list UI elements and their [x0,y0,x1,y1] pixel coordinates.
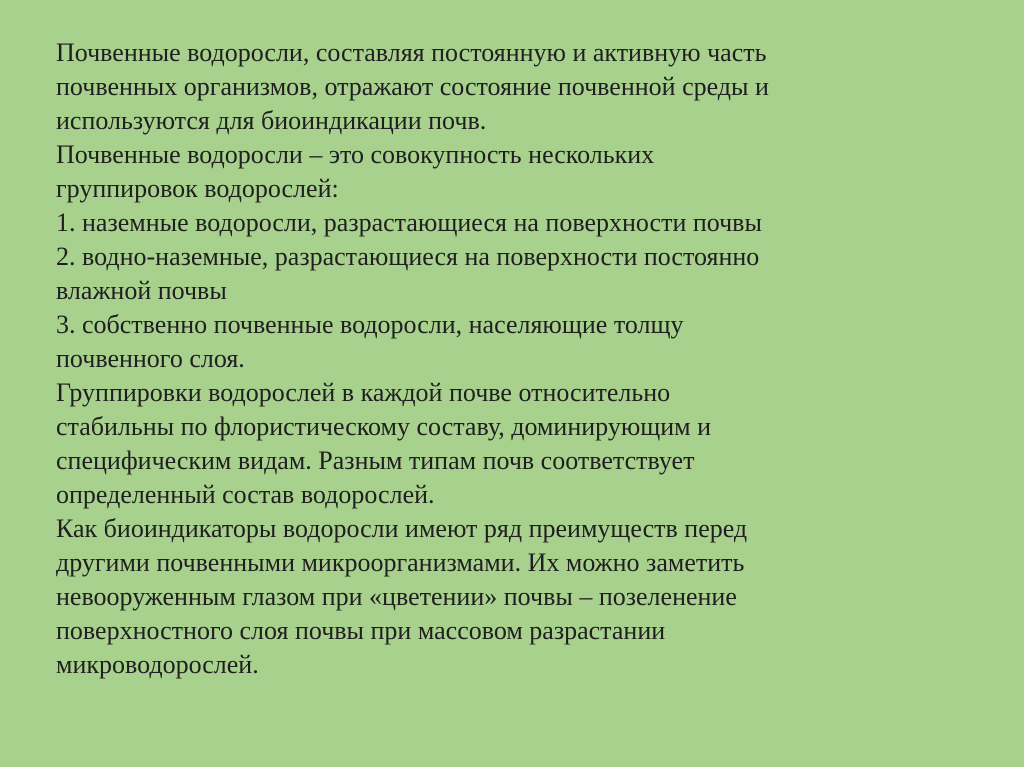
text-line: Группировки водорослей в каждой почве относительно [56,378,671,407]
text-line: используются для биоиндикации почв. [56,106,487,135]
list-item-3: 3. собственно почвенные водоросли, населяющие толщу [56,310,684,339]
text-line: специфическим видам. Разным типам почв соответствует [56,446,695,475]
text-line: микроводорослей. [56,650,259,679]
text-line: определенный состав водорослей. [56,480,435,509]
slide-body-text [56,36,956,682]
text-line: поверхностного слоя почвы при массовом разрастании [56,616,666,645]
text-line: другими почвенными микроорганизмами. Их можно заметить [56,548,745,577]
text-line: Почвенные водоросли – это совокупность нескольких [56,140,655,169]
text-line: Почвенные водоросли, составляя постоянную и активную часть [56,38,767,67]
text-line: Как биоиндикаторы водоросли имеют ряд преимуществ перед [56,514,748,543]
list-item-2-cont: влажной почвы [56,276,227,305]
text-line: почвенных организмов, отражают состояние почвенной среды и [56,72,769,101]
list-item-3-cont: почвенного слоя. [56,344,245,373]
list-item-2: 2. водно-наземные, разрастающиеся на поверхности постоянно [56,242,760,271]
list-item-1: 1. наземные водоросли, разрастающиеся на поверхности почвы [56,208,762,237]
text-line: группировок водорослей: [56,174,339,203]
text-line: невооруженным глазом при «цветении» почвы – позеленение [56,582,737,611]
text-line: стабильны по флористическому составу, доминирующим и [56,412,712,441]
